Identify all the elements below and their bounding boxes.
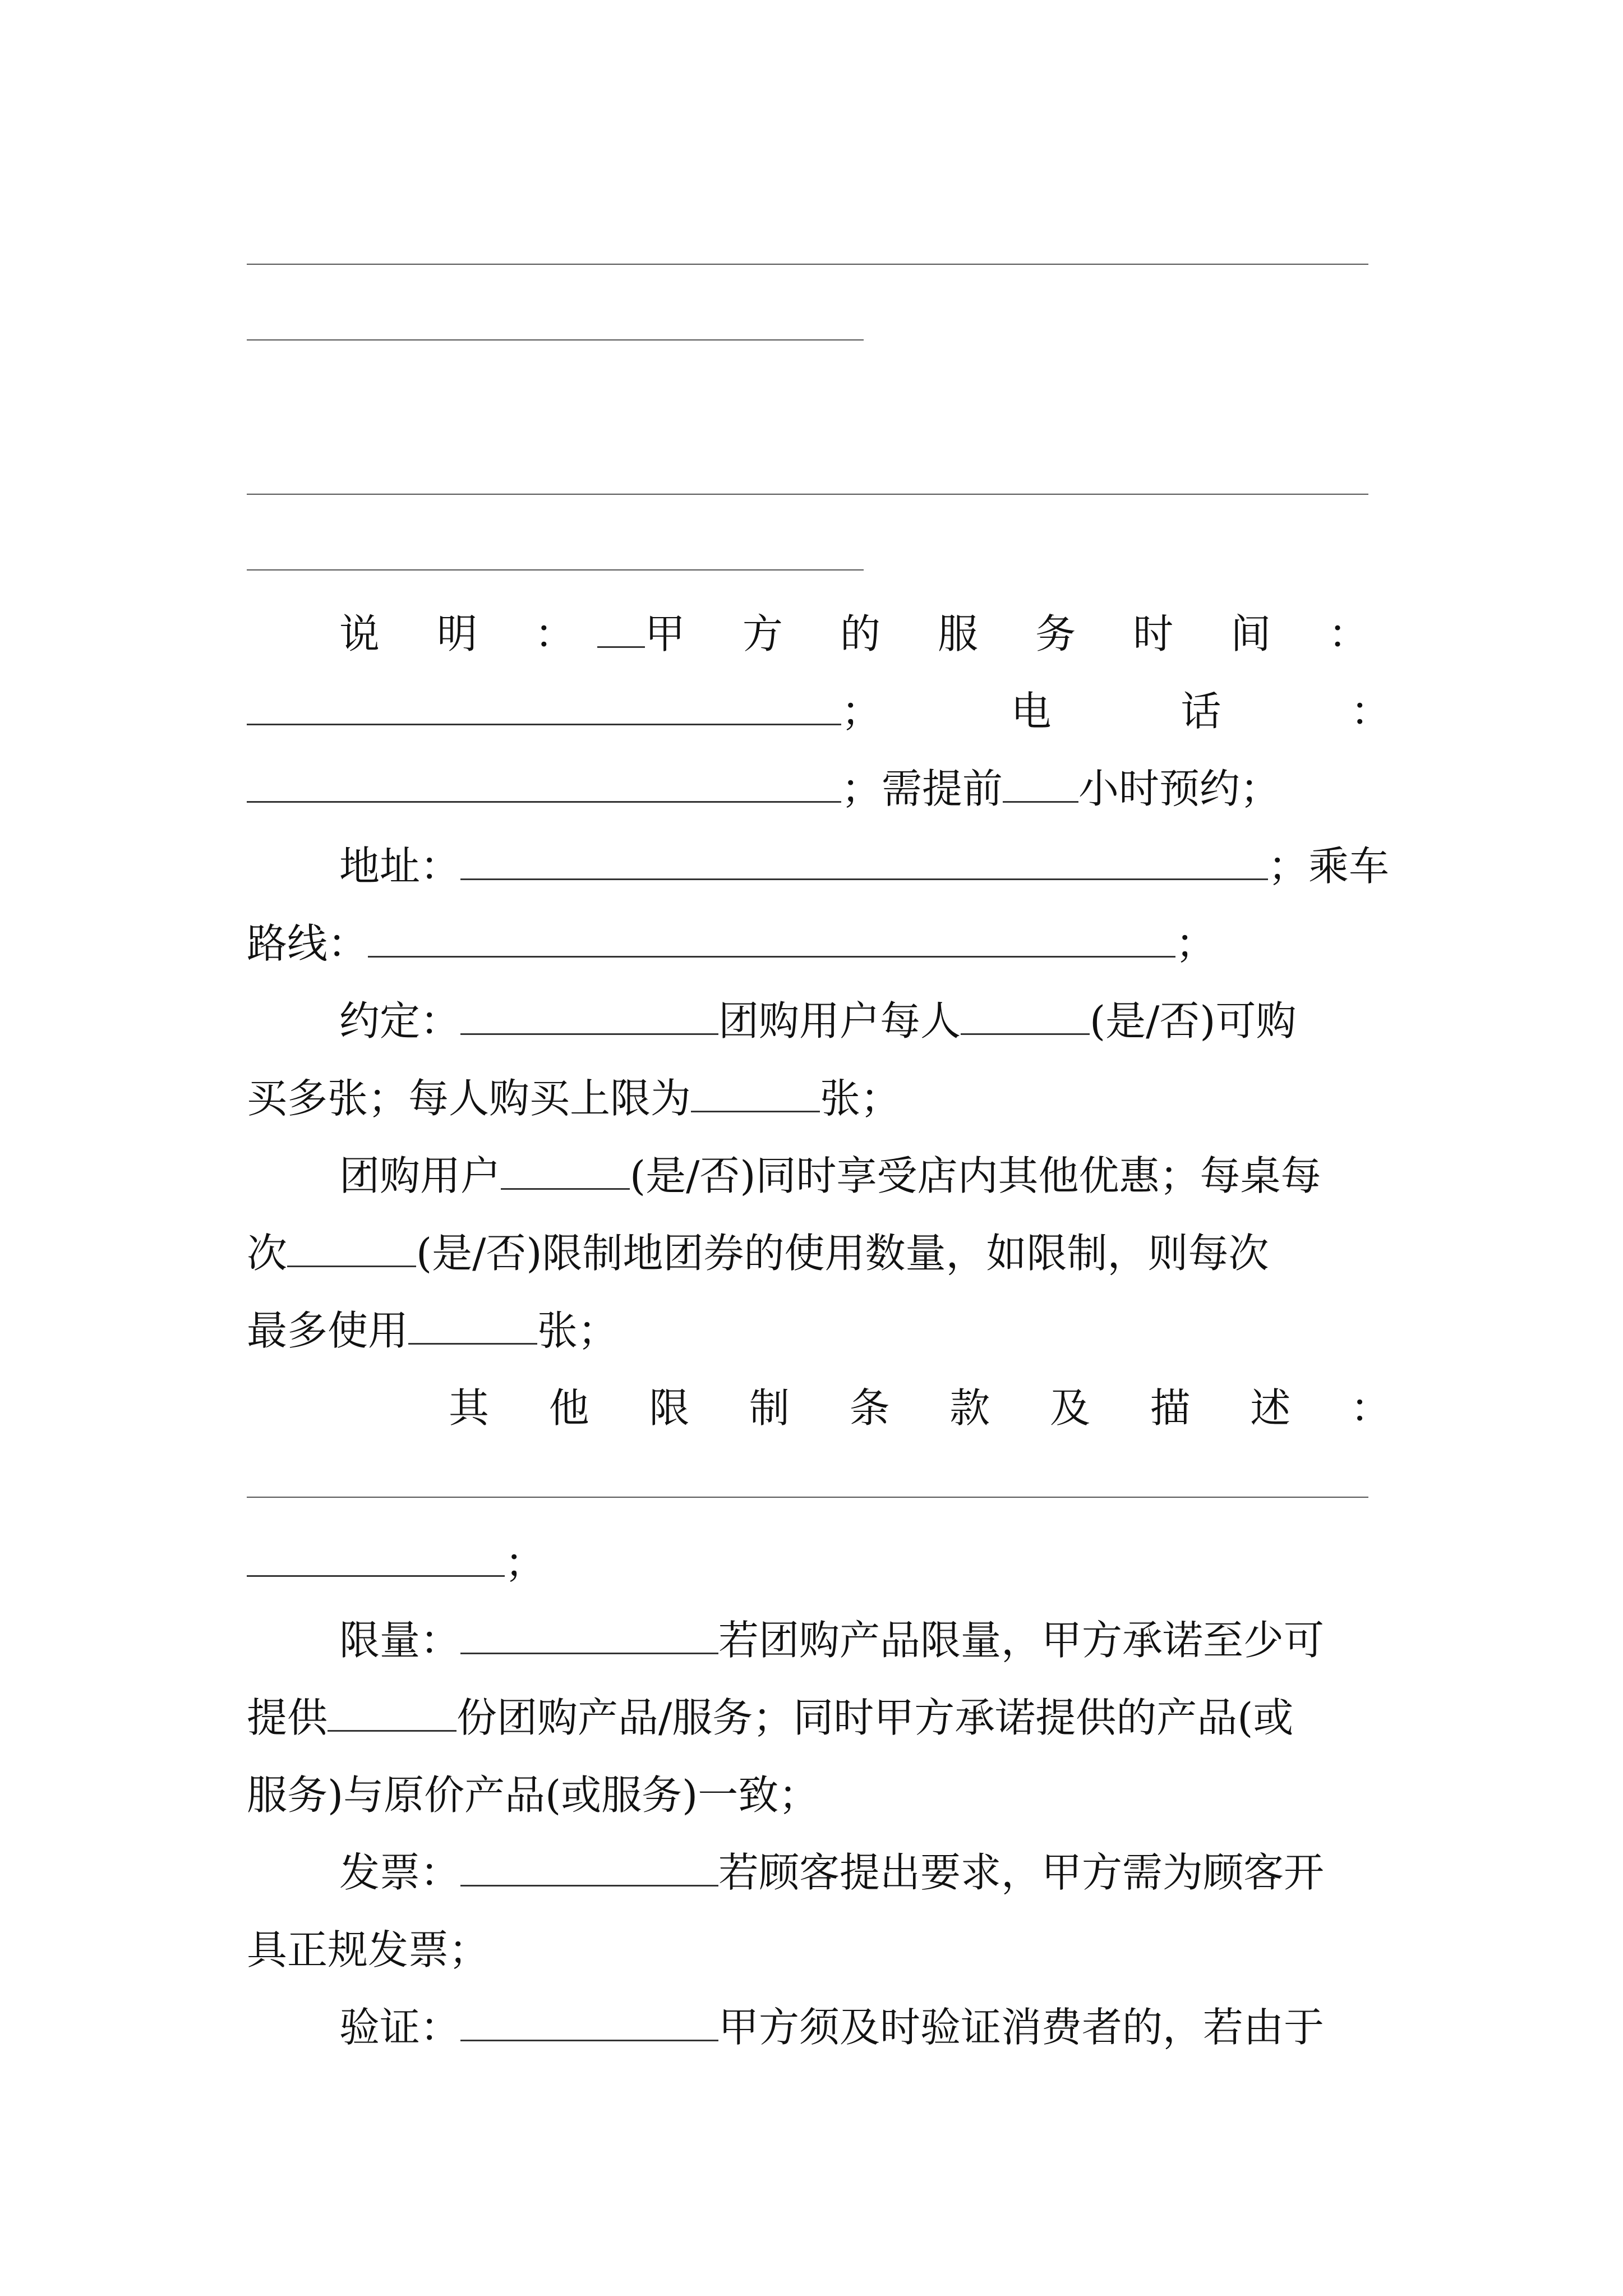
blank-rule-1 bbox=[247, 264, 1368, 265]
label-dianhua-2: 话 bbox=[1181, 688, 1221, 735]
text-chengche: ；乘车 bbox=[1268, 843, 1390, 890]
line-qita bbox=[449, 1369, 1391, 1447]
label-fuwu-shijian: 甲 方 的 服 务 时 间 ： bbox=[644, 610, 1391, 657]
label-dizhi: 地址： bbox=[339, 843, 461, 890]
text-tigong-b: 份团购产品/服务；同时甲方承诺提供的产品(或 bbox=[457, 1694, 1294, 1741]
line-zuiduo bbox=[247, 1291, 1391, 1370]
text-fuwu-yizhi: 服务)与原价产品(或服务)一致； bbox=[247, 1772, 819, 1819]
line-yuyue bbox=[247, 749, 1391, 828]
blank-field[interactable] bbox=[247, 1537, 505, 1577]
line-dizhi bbox=[339, 827, 1391, 905]
blank-field[interactable] bbox=[961, 995, 1090, 1035]
line-xianliang bbox=[339, 1601, 1391, 1680]
line-tigong bbox=[247, 1678, 1391, 1757]
line-dianhua bbox=[247, 672, 1391, 751]
qita-char: 描 bbox=[1150, 1384, 1191, 1432]
line-tuangou bbox=[339, 1137, 1391, 1215]
line-fuwu-yizhi bbox=[247, 1756, 1391, 1834]
text-fapiao-b: 若顾客提出要求，甲方需为顾客开 bbox=[718, 1849, 1325, 1896]
blank-field[interactable] bbox=[501, 1150, 630, 1190]
blank-field[interactable] bbox=[328, 1692, 457, 1732]
line-shuoming bbox=[339, 595, 1391, 673]
qita-char: 其 bbox=[449, 1384, 490, 1432]
qita-char: 制 bbox=[749, 1384, 790, 1432]
label-shuoming: 说 明 ： bbox=[339, 610, 597, 657]
blank-field[interactable] bbox=[460, 2001, 718, 2041]
qita-char: ： bbox=[1350, 1384, 1391, 1432]
blank-field[interactable] bbox=[247, 685, 841, 725]
line-yueding bbox=[339, 982, 1391, 1060]
line-ci bbox=[247, 1214, 1391, 1292]
text-maiduo-a: 买多张；每人购买上限为 bbox=[247, 1075, 691, 1122]
blank-rule-5 bbox=[247, 1497, 1368, 1498]
text-yueding-a: 团购用户每人 bbox=[718, 997, 961, 1045]
label-fapiao: 发票： bbox=[339, 1849, 461, 1896]
blank-rule-3 bbox=[247, 494, 1368, 495]
line-fapiao bbox=[339, 1833, 1391, 1912]
text-tuangou-a: 团购用户 bbox=[339, 1152, 501, 1199]
text-maiduo-b: 张； bbox=[820, 1075, 901, 1122]
qita-char: 款 bbox=[949, 1384, 990, 1432]
blank-field[interactable] bbox=[247, 763, 841, 803]
blank-field[interactable] bbox=[460, 995, 718, 1035]
label-dianhua-1: 电 bbox=[1011, 688, 1052, 735]
qita-char: 述 bbox=[1250, 1384, 1291, 1432]
text-yueding-b: (是/否)可购 bbox=[1090, 997, 1297, 1045]
label-luxian: 路线： bbox=[247, 920, 368, 967]
text-zuiduo-a: 最多使用 bbox=[247, 1307, 409, 1354]
qita-char: 限 bbox=[649, 1384, 690, 1432]
text-ci-b: (是/否)限制地团券的使用数量，如限制，则每次 bbox=[416, 1230, 1269, 1277]
text-tuangou-b: (是/否)同时享受店内其他优惠；每桌每 bbox=[630, 1152, 1321, 1199]
separator: ； bbox=[841, 688, 882, 735]
line-qita-end bbox=[247, 1524, 1391, 1602]
blank-field[interactable] bbox=[287, 1227, 416, 1267]
line-yanzheng bbox=[339, 1988, 1391, 2067]
text-zuiduo-b: 张； bbox=[537, 1307, 619, 1354]
blank-field[interactable] bbox=[597, 608, 645, 648]
blank-field[interactable] bbox=[691, 1073, 820, 1112]
qita-char: 条 bbox=[849, 1384, 890, 1432]
text-juzheng: 具正规发票； bbox=[247, 1926, 490, 1973]
label-yanzheng: 验证： bbox=[339, 2004, 461, 2051]
text-yuyue-b: 小时预约； bbox=[1078, 765, 1281, 812]
blank-field[interactable] bbox=[460, 840, 1268, 880]
qita-char: 他 bbox=[548, 1384, 589, 1432]
label-xianliang: 限量： bbox=[339, 1617, 461, 1664]
blank-field[interactable] bbox=[368, 918, 1175, 958]
line-luxian bbox=[247, 904, 1391, 983]
blank-rule-2 bbox=[247, 339, 864, 341]
text-xianliang-b: 若团购产品限量，甲方承诺至少可 bbox=[718, 1617, 1325, 1664]
text-yanzheng-b: 甲方须及时验证消费者的，若由于 bbox=[718, 2004, 1325, 2051]
blank-field[interactable] bbox=[460, 1847, 718, 1887]
blank-field[interactable] bbox=[460, 1614, 718, 1654]
text-yuyue-a: ；需提前 bbox=[841, 765, 1003, 812]
blank-field[interactable] bbox=[1003, 763, 1078, 803]
blank-rule-4 bbox=[247, 569, 864, 570]
qita-char: 及 bbox=[1049, 1384, 1090, 1432]
label-dianhua-colon: ： bbox=[1350, 688, 1391, 735]
text-luxian-end: ； bbox=[1175, 920, 1216, 967]
line-juzheng bbox=[247, 1911, 1391, 1989]
blank-field[interactable] bbox=[408, 1305, 537, 1345]
text-qita-end: ； bbox=[505, 1539, 546, 1586]
text-ci-a: 次 bbox=[247, 1230, 288, 1277]
text-tigong-a: 提供 bbox=[247, 1694, 328, 1741]
label-yueding: 约定： bbox=[339, 997, 461, 1045]
line-maiduo bbox=[247, 1059, 1391, 1138]
